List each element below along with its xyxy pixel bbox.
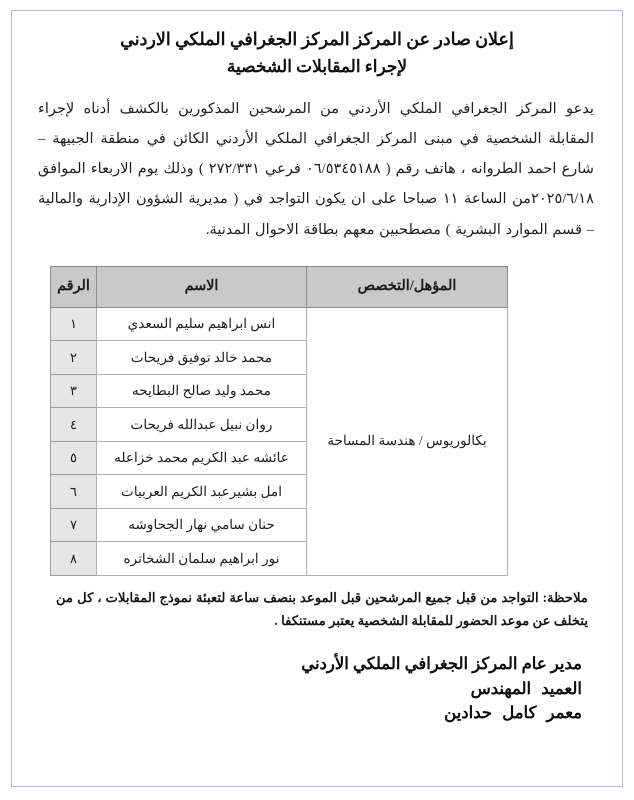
cell-qualification: بكالوريوس / هندسة المساحة [307, 307, 508, 575]
cell-number: ٦ [51, 475, 97, 509]
cell-name: انس ابراهيم سليم السعدي [97, 307, 307, 341]
cell-number: ٧ [51, 508, 97, 542]
cell-name: امل بشيرعبد الكريم العربيات [97, 475, 307, 509]
table-body [51, 307, 508, 575]
table-header-row [51, 266, 508, 307]
signature-rank: العميد المهندس [470, 678, 582, 698]
announcement-body: يدعو المركز الجغرافي الملكي الأردني من المرشحين المذكورين بالكشف أدناه لإجراء المقابلة الشخصية في مبنى المركز الجغرافي الملكي الأردني الكائن في منطقة الجبيهة – شارع احمد الطروانه ، هاتف رقم ( ٠٦/٥٣٤٥١٨٨ فرعي ٢٧٢/٣٣١ ) وذلك يوم الاربعاء الموافق ٢٠٢٥/٦/١٨من الساعة ١١ صباحا على ان يكون التواجد في ( مديرية الشؤون الإدارية والمالية – قسم الموارد البشرية ) مصطحبين معهم بطاقة الاحوال المدنية. [38, 100, 594, 238]
cell-number: ٨ [51, 542, 97, 576]
cell-number: ٢ [51, 341, 97, 375]
cell-name: نور ابراهيم سلمان الشخاتره [97, 542, 307, 576]
table-header [51, 266, 508, 307]
column-header-qualification: المؤهل/التخصص [307, 266, 508, 307]
announcement-page [11, 10, 623, 787]
cell-name: حنان سامي نهار الجحاوشه [97, 508, 307, 542]
cell-name: روان نبيل عبدالله فريحات [97, 408, 307, 442]
title-line-2: لإجراء المقابلات الشخصية [226, 57, 408, 77]
column-header-number: الرقم [51, 266, 97, 307]
page-title [34, 25, 600, 81]
cell-number: ٣ [51, 374, 97, 408]
cell-name: محمد وليد صالح البطايحه [97, 374, 307, 408]
cell-number: ١ [51, 307, 97, 341]
candidates-table-container [34, 266, 600, 576]
signature-block [34, 652, 600, 726]
cell-name: محمد خالد توفيق فريحات [97, 341, 307, 375]
table-row [51, 307, 508, 341]
cell-name: عائشه عبد الكريم محمد خزاعله [97, 441, 307, 475]
candidates-table [50, 266, 508, 576]
page-inner [12, 11, 622, 726]
cell-number: ٤ [51, 408, 97, 442]
footer-note: ملاحظة: التواجد من قبل جميع المرشحين قبل الموعد بنصف ساعة لتعبئة نموذج المقابلات ، كل من يتخلف عن موعد الحضور للمقابلة الشخصية يعتبر مستنكفا . [56, 589, 588, 628]
signature-name: معمر كامل حدادين [444, 703, 582, 723]
column-header-name: الاسم [97, 266, 307, 307]
title-line-1: إعلان صادر عن المركز المركز الجغرافي الملكي الاردني [120, 29, 514, 49]
signature-role: مدير عام المركز الجغرافي الملكي الأردني [301, 654, 582, 674]
cell-number: ٥ [51, 441, 97, 475]
